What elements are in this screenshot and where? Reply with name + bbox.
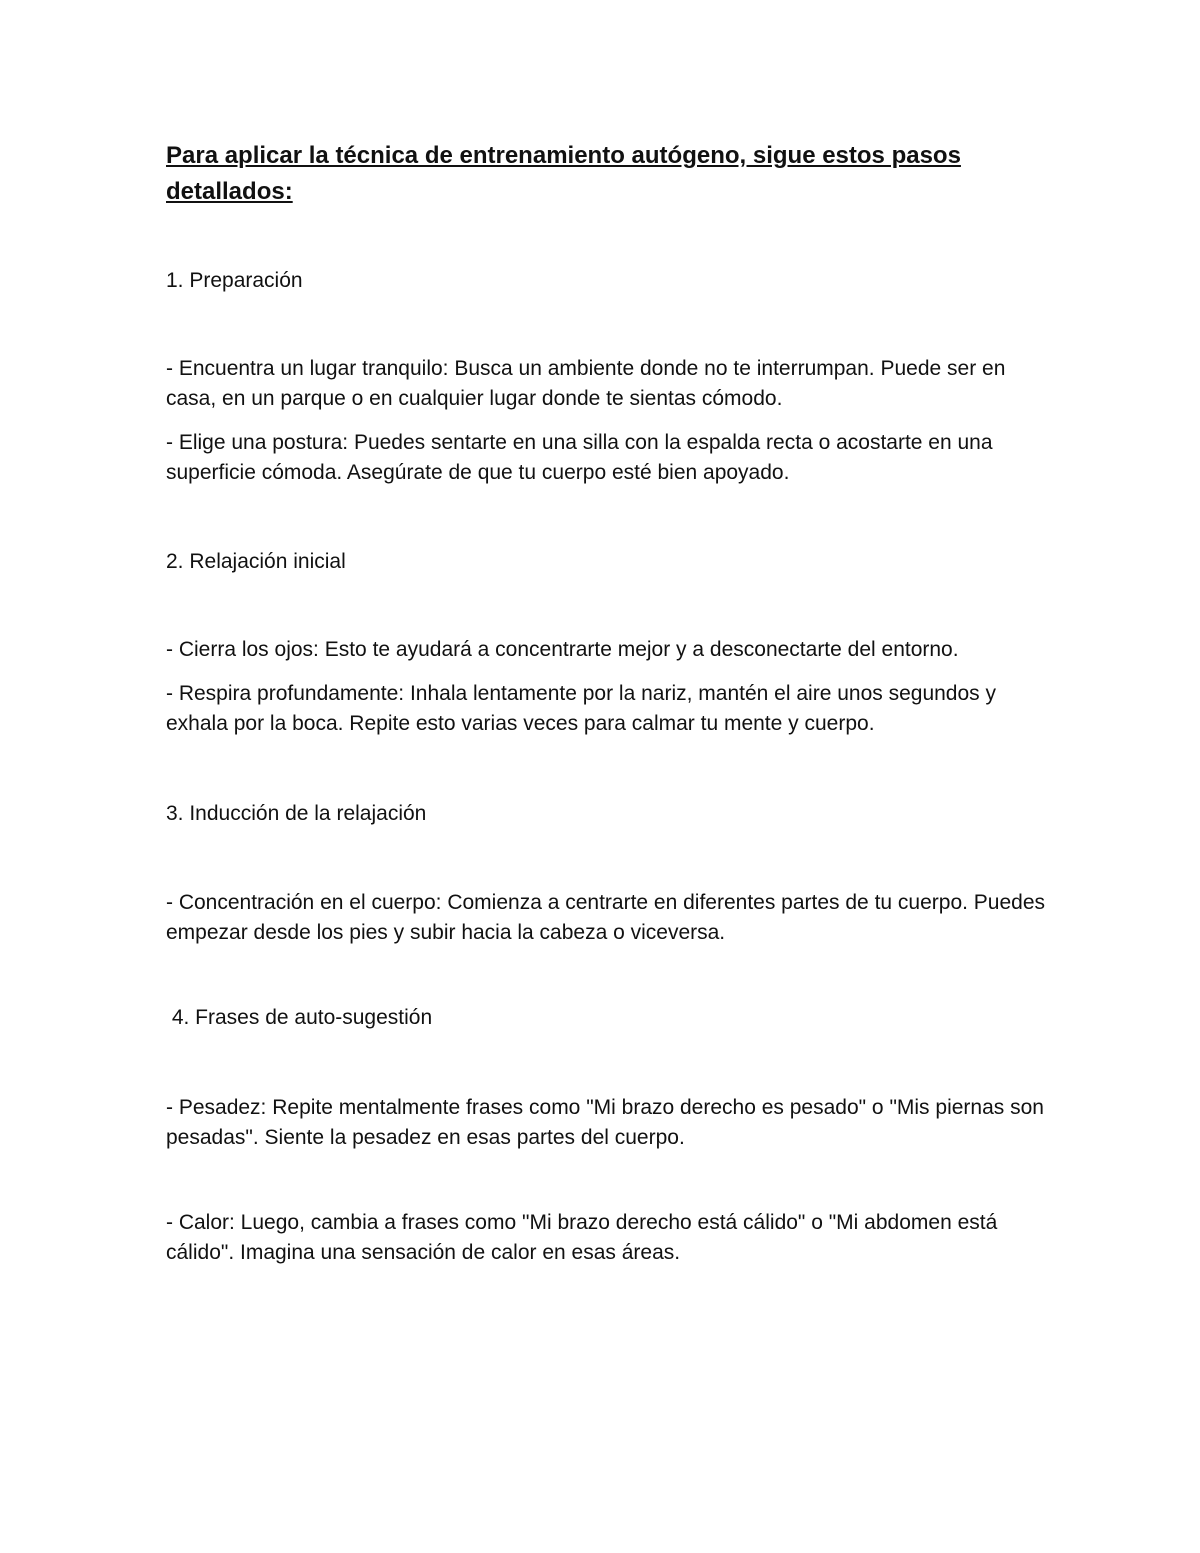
- section-item: - Calor: Luego, cambia a frases como "Mi brazo derecho está cálido" o "Mi abdomen está cálido". Imagina una sensación de calor en esas áreas.: [166, 1211, 998, 1264]
- section-item: - Elige una postura: Puedes sentarte en una silla con la espalda recta o acostarte en una superficie cómoda. Asegúrate de que tu cuerpo esté bien apoyado.: [166, 431, 993, 484]
- document-page: [166, 138, 1046, 1268]
- section-item: - Encuentra un lugar tranquilo: Busca un ambiente donde no te interrumpan. Puede ser en casa, en un parque o en cualquier lugar donde te sientas cómodo.: [166, 357, 1006, 410]
- section-heading: 2. Relajación inicial: [166, 550, 346, 573]
- document-title: Para aplicar la técnica de entrenamiento autógeno, sigue estos pasos detallados:: [166, 142, 961, 205]
- section-heading: 3. Inducción de la relajación: [166, 802, 427, 825]
- section-item: - Pesadez: Repite mentalmente frases como "Mi brazo derecho es pesado" o "Mis piernas son pesadas". Siente la pesadez en esas partes del cuerpo.: [166, 1096, 1044, 1149]
- section-item: - Cierra los ojos: Esto te ayudará a concentrarte mejor y a desconectarte del entorno.: [166, 638, 959, 661]
- section-heading: 1. Preparación: [166, 269, 303, 292]
- section-heading: 4. Frases de auto-sugestión: [166, 1006, 433, 1029]
- section-item: - Concentración en el cuerpo: Comienza a centrarte en diferentes partes de tu cuerpo. Puedes empezar desde los pies y subir hacia la cabeza o viceversa.: [166, 891, 1046, 944]
- section-item: - Respira profundamente: Inhala lentamente por la nariz, mantén el aire unos segundos y exhala por la boca. Repite esto varias veces para calmar tu mente y cuerpo.: [166, 682, 996, 735]
